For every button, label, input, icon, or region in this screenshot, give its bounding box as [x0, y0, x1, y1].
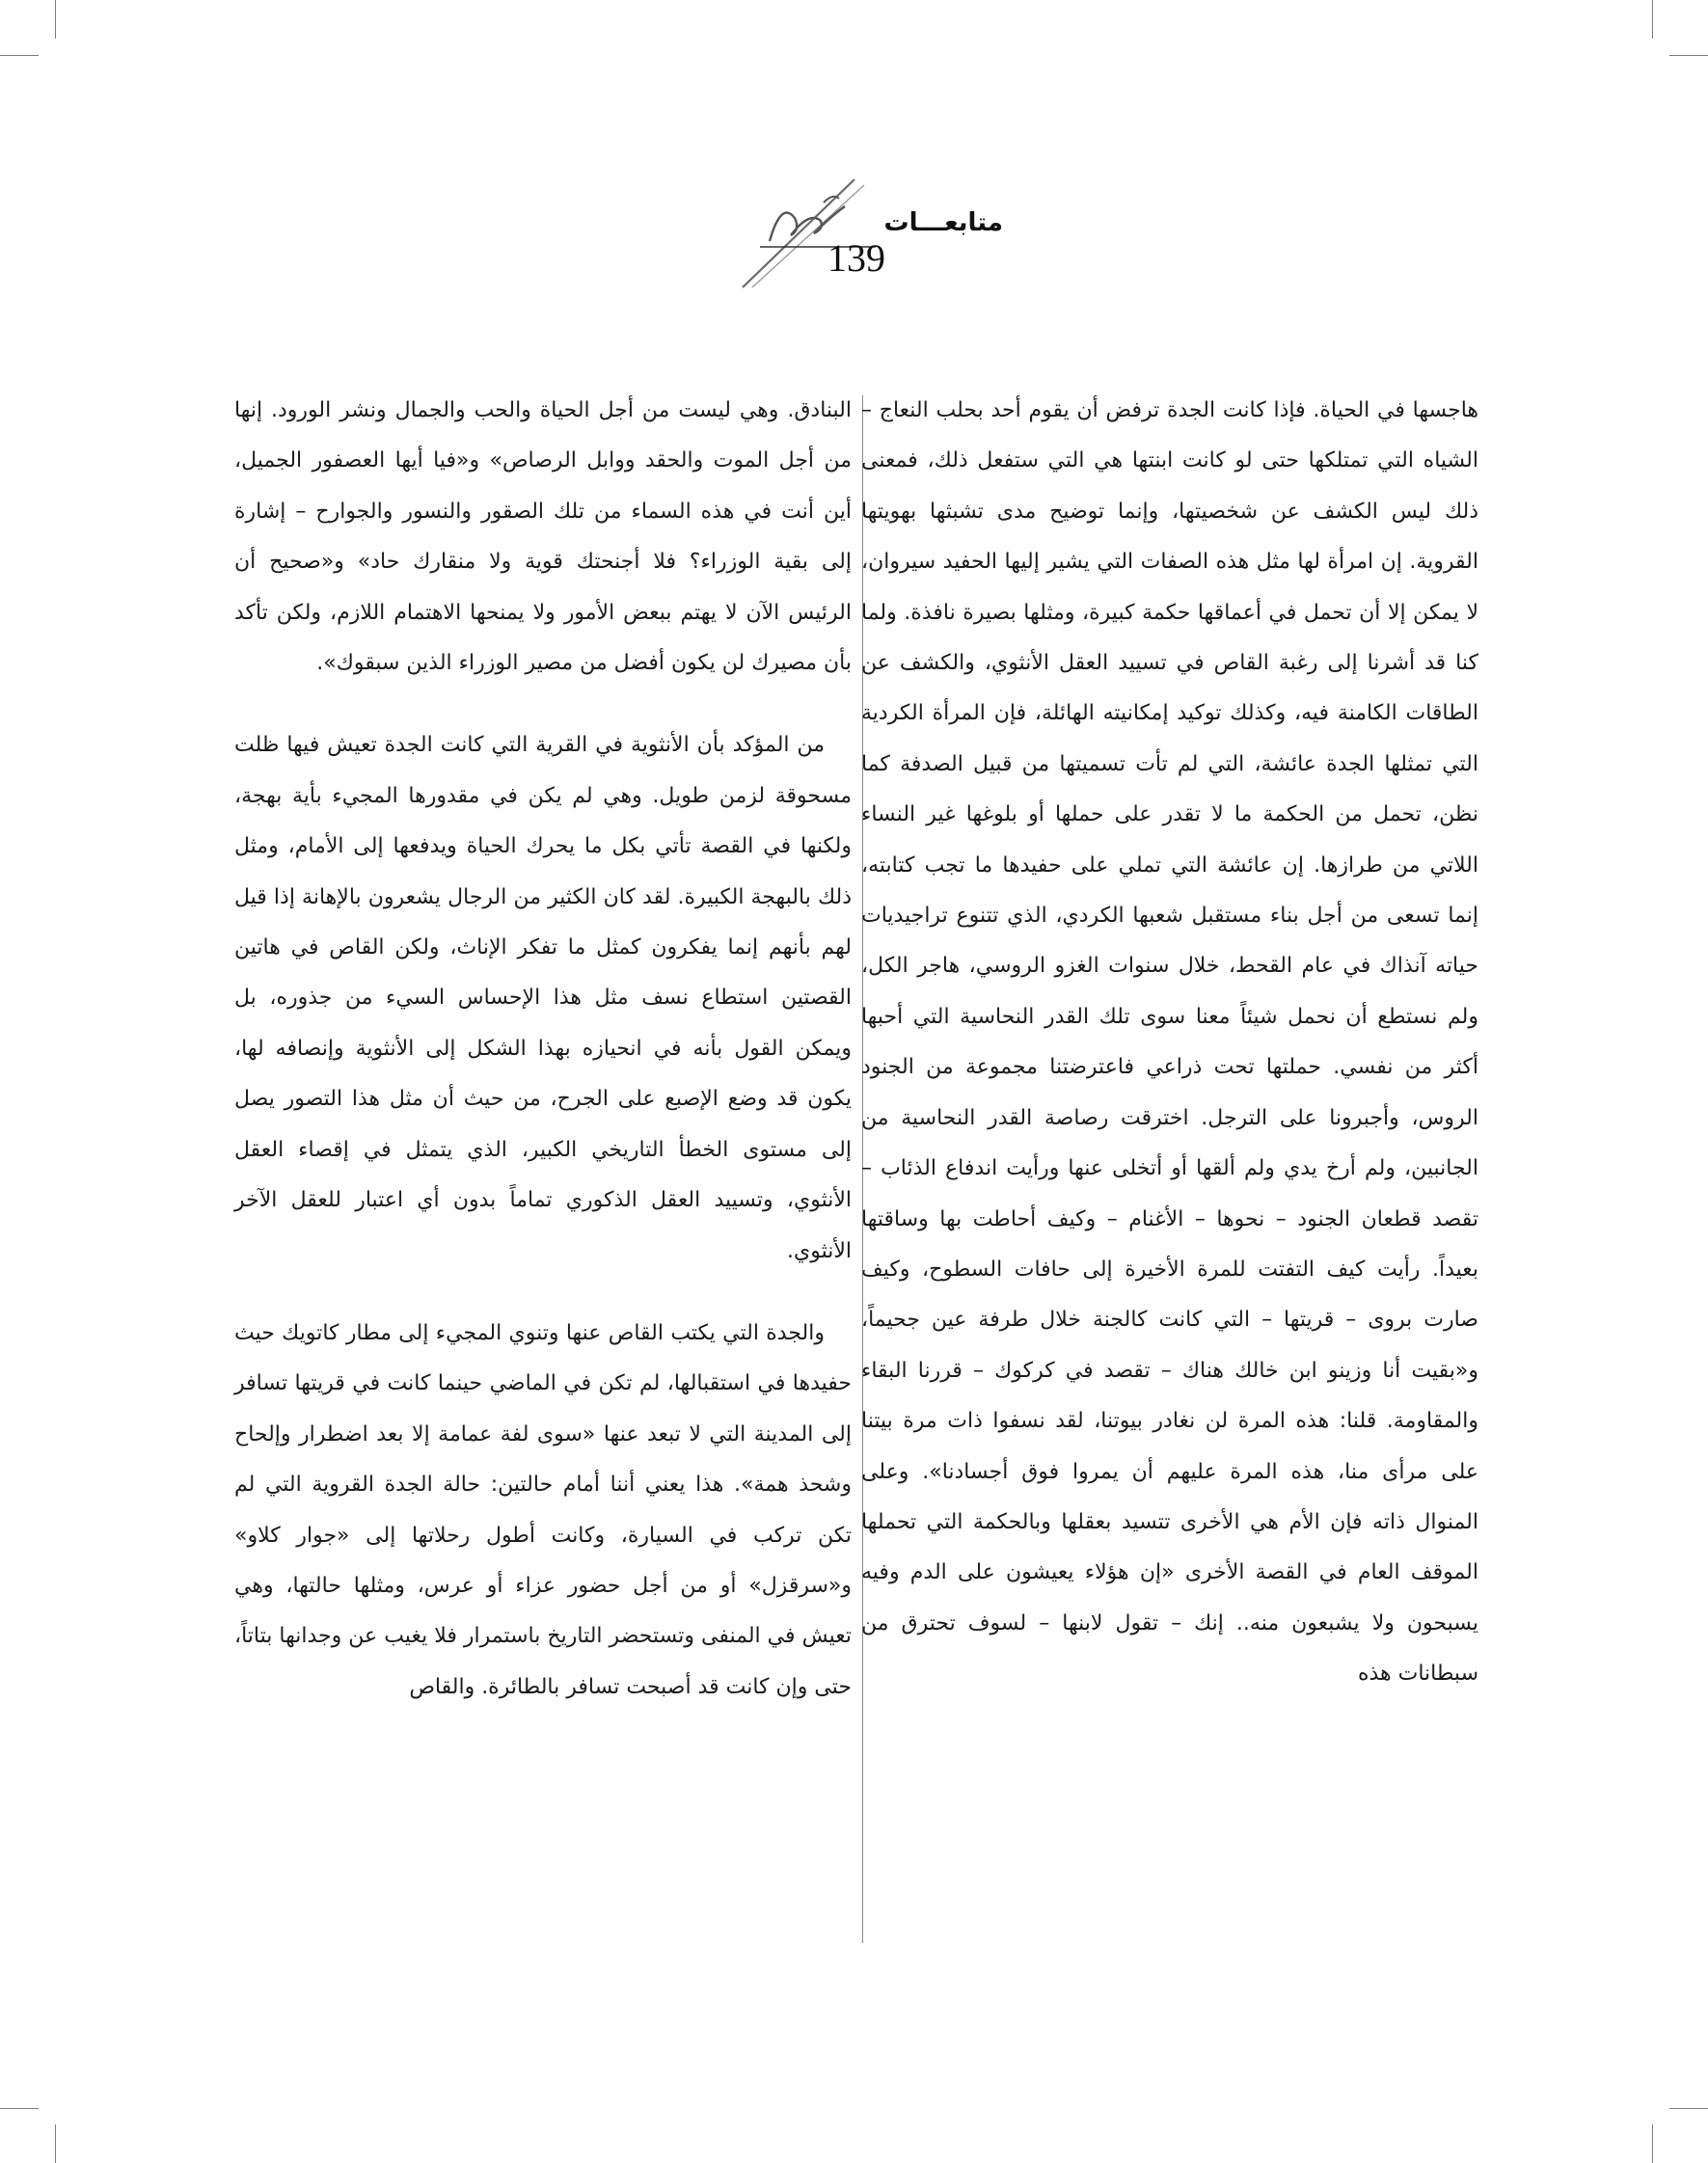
text-column-left: [234, 386, 852, 1713]
paragraph: البنادق. وهي ليست من أجل الحياة والحب والجمال ونشر الورود. إنها من أجل الموت والحقد ووابل الرصاص» و«فيا أيها العصفور الجميل، أين أنت في هذه السماء من تلك الصقور والنسور والجوارح – إشارة إلى بقية الوزراء؟ فلا أجنحتك قوية ولا منقارك حاد» و«صحيح أن الرئيس الآن لا يهتم ببعض الأمور ولا يمنحها الاهتمام اللازم، ولكن تأكد بأن مصيرك لن يكون أفضل من مصير الوزراء الذين سبقوك».: [234, 398, 852, 676]
crop-mark-top-left-vertical: [55, 0, 56, 39]
paragraph: من المؤكد بأن الأنثوية في القرية التي كانت الجدة تعيش فيها ظلت مسحوقة لزمن طويل. وهي لم يكن في مقدورها المجيء بأية بهجة، ولكنها في القصة تأتي بكل ما يحرك الحياة ويدفعها إلى الأمام، ومثل ذلك بالبهجة الكبيرة. لقد كان الكثير من الرجال يشعرون بالإهانة إذا قيل لهم بأنهم إنما يفكرون كمثل ما تفكر الإناث، ولكن القاص في هاتين القصتين استطاع نسف مثل هذا الإحساس السيء من جذوره، بل ويمكن القول بأنه في انحيازه بهذا الشكل إلى الأنثوية وإنصافه لها، يكون قد وضع الإصبع على الجرح، من حيث أن مثل هذا التصور يصل إلى مستوى الخطأ التاريخي الكبير، الذي يتمثل في إقصاء العقل الأنثوي، وتسييد العقل الذكوري تماماً بدون أي اعتبار للعقل الآخر الأنثوي.: [234, 733, 852, 1263]
paragraph: والجدة التي يكتب القاص عنها وتنوي المجيء إلى مطار كاتويك حيث حفيدها في استقبالها، لم تكن في الماضي حينما كانت في قريتها تسافر إلى المدينة التي لا تبعد عنها «سوى لفة عمامة إلا بعد اضطرار وإلحاح وشحذ همة». هذا يعني أننا أمام حالتين: حالة الجدة القروية التي لم تكن تركب في السيارة، وكانت أطول رحلاتها إلى «جوار كلاو» و«سرقزل» أو من أجل حضور عزاء أو عرس، ومثلها حالتها، وهي تعيش في المنفى وتستحضر التاريخ باستمرار فلا يغيب عن وجدانها بتاتاً، حتى وإن كانت قد أصبحت تسافر بالطائرة. والقاص: [234, 1320, 852, 1699]
page-header: [714, 174, 1003, 299]
crop-mark-bottom-right-horizontal: [1669, 2108, 1708, 2109]
crop-mark-bottom-left-horizontal: [0, 2108, 39, 2109]
crop-mark-top-right-horizontal: [1669, 55, 1708, 56]
crop-mark-top-right-vertical: [1652, 0, 1653, 39]
paragraph: هاجسها في الحياة. فإذا كانت الجدة ترفض أن يقوم أحد بحلب النعاج – الشياه التي تمتلكها حتى لو كانت ابنتها هي التي ستفعل ذلك، فمعنى ذلك ليس الكشف عن شخصيتها، وإنما توضيح مدى تشبثها بهويتها القروية. إن امرأة لها مثل هذه الصفات التي يشير إليها الحفيد سيروان، لا يمكن إلا أن تحمل في أعماقها حكمة كبيرة، ومثلها بصيرة نافذة. ولما كنا قد أشرنا إلى رغبة القاص في تسييد العقل الأنثوي، والكشف عن الطاقات الكامنة فيه، وكذلك توكيد إمكانيته الهائلة، فإن المرأة الكردية التي تمثلها الجدة عائشة، التي لم تأت تسميتها من قبيل الصدفة كما نظن، تحمل من الحكمة ما لا تقدر على حملها أو بلوغها غير النساء اللاتي من طرازها. إن عائشة التي تملي على حفيدها ما تجب كتابته، إنما تسعى من أجل بناء مستقبل شعبها الكردي، الذي تتنوع تراجيديات حياته آنذاك في عام القحط، خلال سنوات الغزو الروسي، هاجر الكل، ولم نستطع أن نحمل شيئاً معنا سوى تلك القدر النحاسية التي أحبها أكثر من نفسي. حملتها تحت ذراعي فاعترضتنا مجموعة من الجنود الروس، وأجبرونا على الترجل. اخترقت رصاصة القدر النحاسية من الجانبين، ولم أرخ يدي ولم ألقها أو أتخلى عنها ورأيت اندفاع الذئاب – تقصد قطعان الجنود – نحوها – الأغنام – وكيف أحاطت بها وساقتها بعيداً. رأيت كيف التفتت للمرة الأخيرة إلى حافات السطوح، وكيف صارت بروى – قريتها – التي كانت كالجنة خلال طرفة عين جحيماً، و«بقيت أنا وزينو ابن خالك هناك – تقصد في كركوك – قررنا البقاء والمقاومة. قلنا: هذه المرة لن نغادر بيوتنا، لقد نسفوا ذات مرة بيتنا على مرأى منا، هذه المرة عليهم أن يمروا فوق أجسادنا». وعلى المنوال ذاته فإن الأم هي الأخرى تتسيد بعقلها وبالحكمة التي تحملها الموقف العام في القصة الأخرى «إن هؤلاء يعيشون على الدم وفيه يسبحون ولا يشبعون منه.. إنك – تقول لابنها – لسوف تحترق من سبطانات هذه: [861, 398, 1478, 1687]
crop-mark-bottom-right-vertical: [1652, 2124, 1653, 2163]
crop-mark-top-left-horizontal: [0, 55, 39, 56]
section-label: متابعـــات: [883, 208, 1003, 237]
page-number: 139: [827, 236, 885, 280]
crop-mark-bottom-left-vertical: [55, 2124, 56, 2163]
text-column-right: [861, 386, 1478, 1700]
